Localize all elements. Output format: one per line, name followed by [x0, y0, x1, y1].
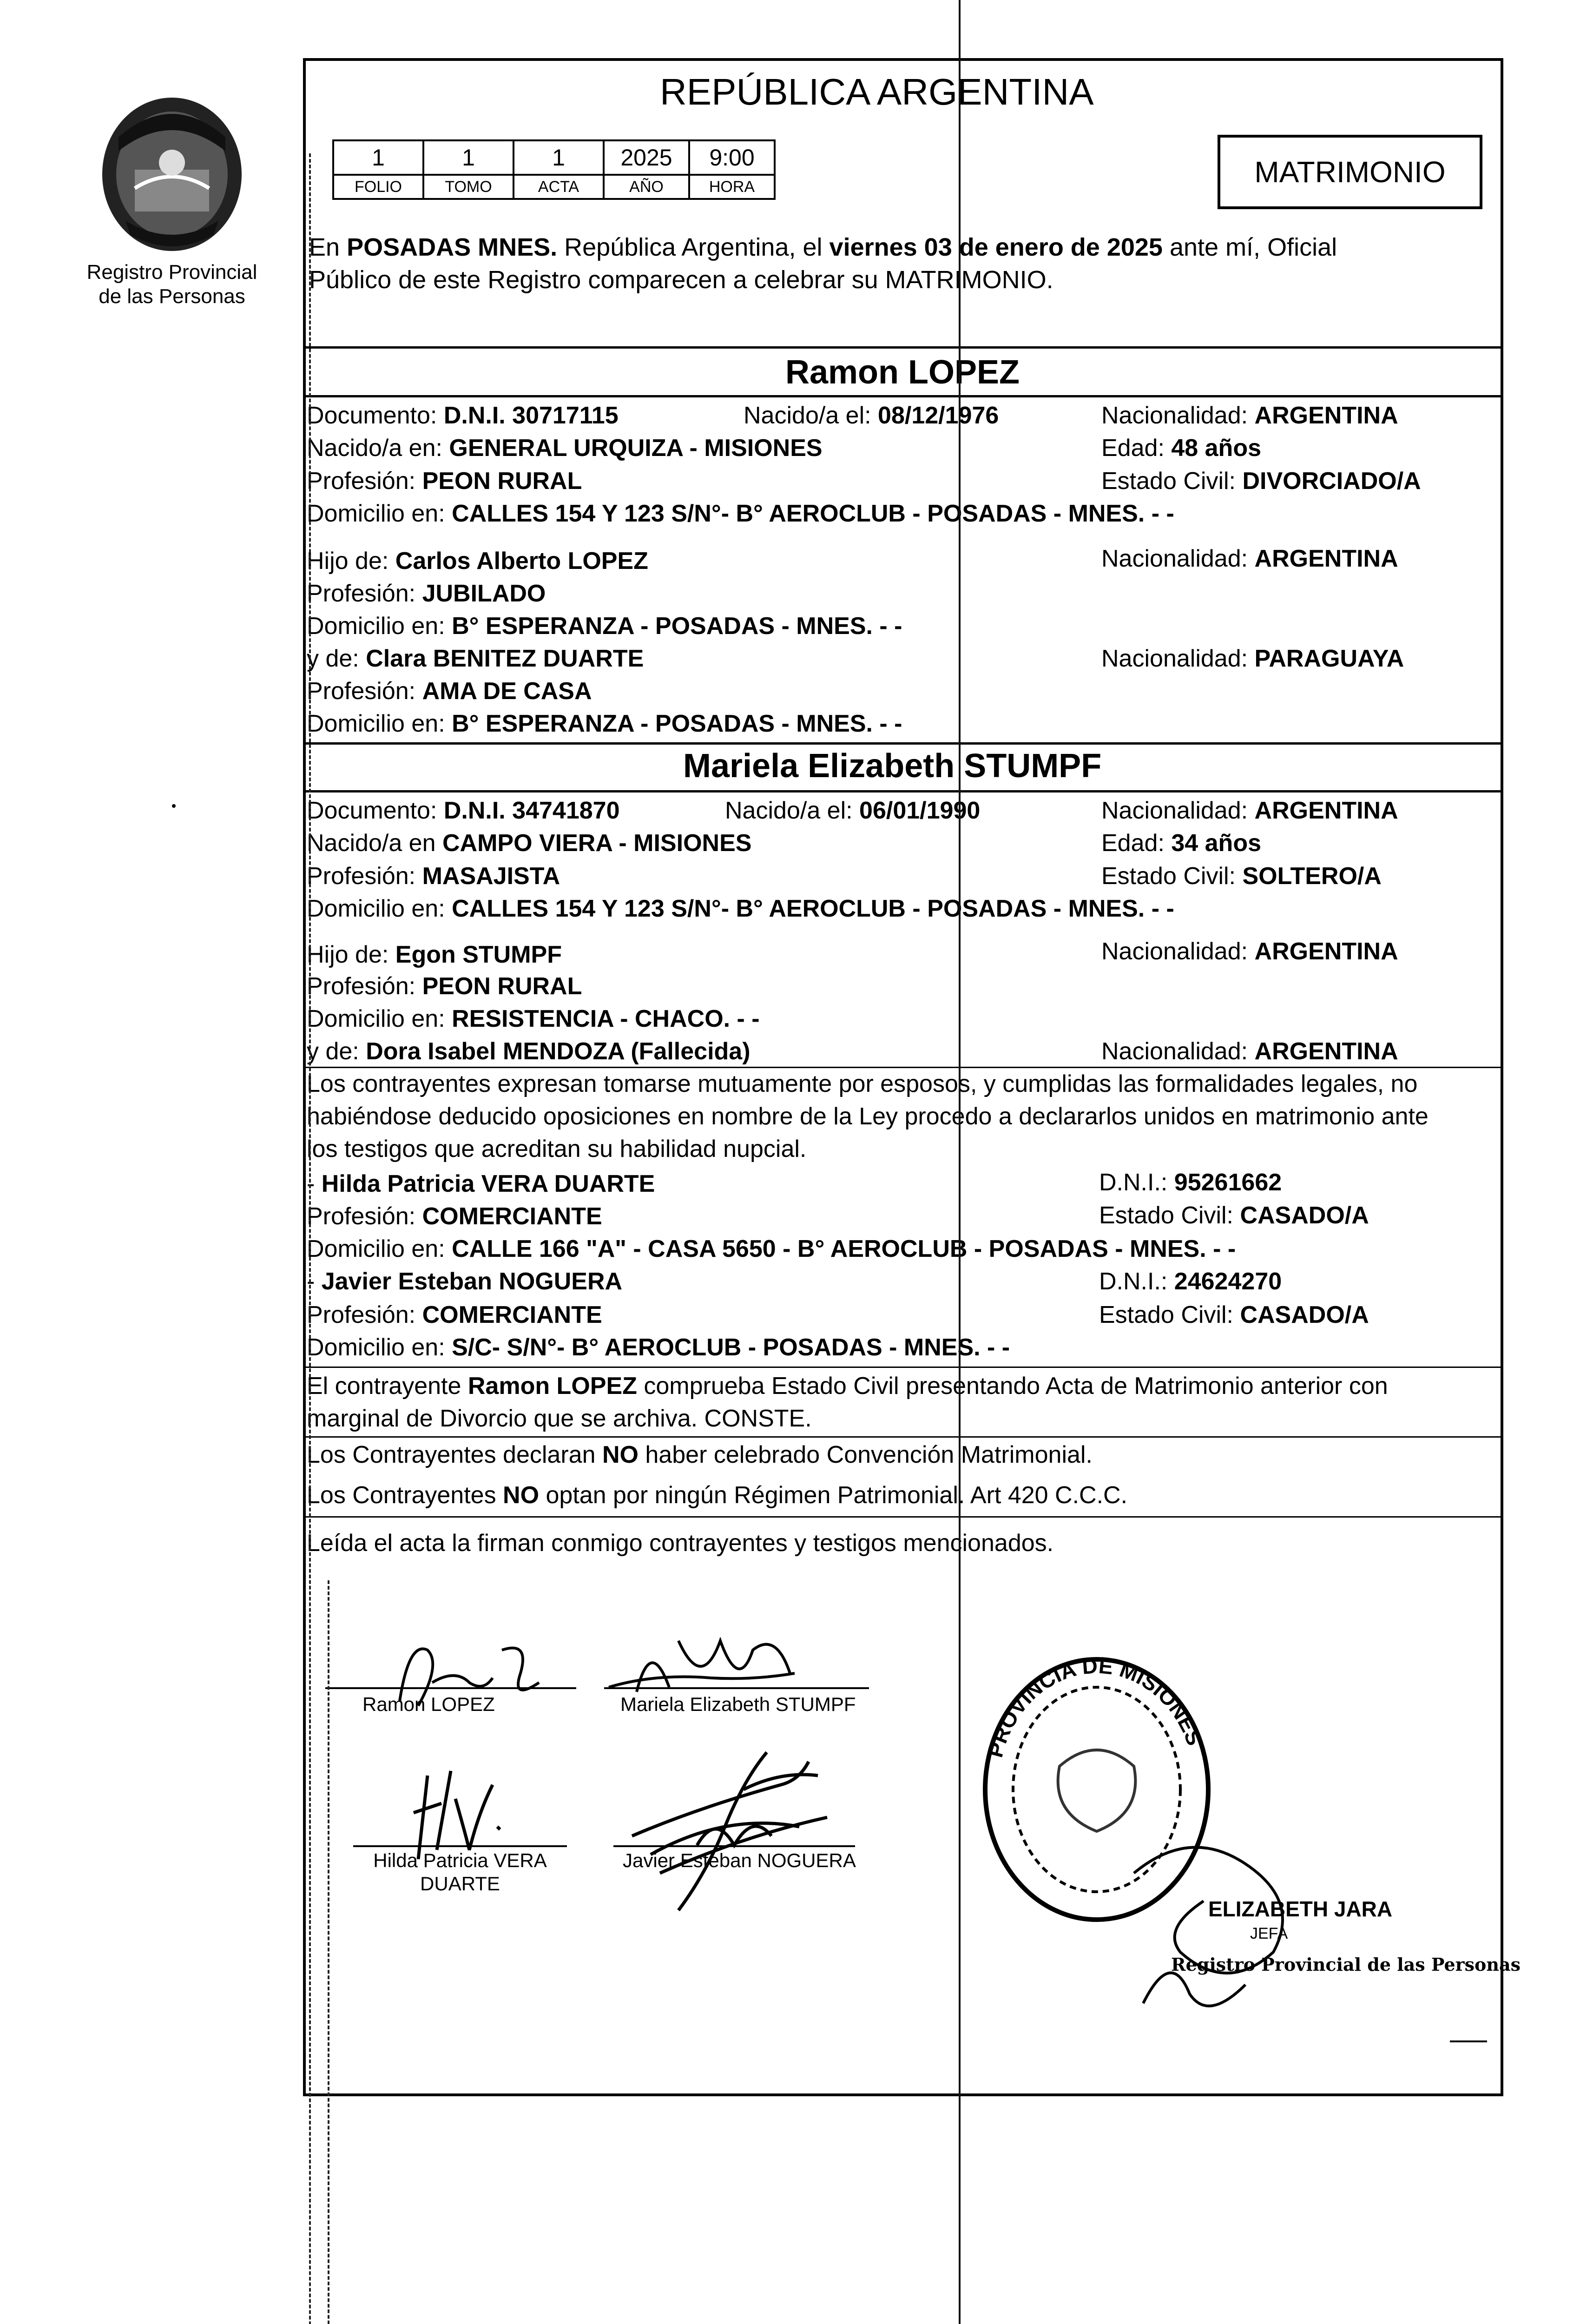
signature-line [325, 1687, 576, 1689]
stamp-officer-role: JEFA [1250, 1925, 1288, 1942]
declaration-line-1: Los contrayentes expresan tomarse mutuamente por esposos, y cumplidas las formalidades legales, no [307, 1070, 1418, 1097]
bride-age: Edad: 34 años [1101, 830, 1261, 857]
intro-line-2: Público de este Registro comparecen a celebrar su MATRIMONIO. [309, 266, 1053, 294]
signature-line [604, 1687, 869, 1689]
bride-father-nationality: Nacionalidad: ARGENTINA [1101, 938, 1398, 965]
groom-mother: y de: Clara BENITEZ DUARTE [307, 645, 644, 672]
groom-profession: Profesión: PEON RURAL [307, 468, 582, 495]
acta-label: ACTA [514, 175, 604, 199]
witness-2-address: Domicilio en: S/C- S/N°- B° AEROCLUB - POSADAS - MNES. - - [307, 1334, 1010, 1361]
fold-line [959, 0, 961, 2324]
witness-1-civil-status: Estado Civil: CASADO/A [1099, 1202, 1369, 1229]
misiones-coat-of-arms-icon [74, 81, 270, 258]
bride-name: Mariela Elizabeth STUMPF [683, 747, 1102, 785]
witness-2-profession: Profesión: COMERCIANTE [307, 1301, 602, 1328]
folio-value: 1 [333, 140, 423, 175]
groom-age: Edad: 48 años [1101, 435, 1261, 462]
closing-statement: Leída el acta la firman conmigo contrayentes y testigos mencionados. [307, 1530, 1054, 1557]
bride-address: Domicilio en: CALLES 154 Y 123 S/N°- B° AEROCLUB - POSADAS - MNES. - - [307, 895, 1174, 922]
divider [303, 1516, 1503, 1518]
bride-father-address: Domicilio en: RESISTENCIA - CHACO. - - [307, 1005, 760, 1032]
groom-mother-nationality: Nacionalidad: PARAGUAYA [1101, 645, 1404, 672]
divider [303, 395, 1503, 397]
divider [303, 346, 1503, 349]
page-title: REPÚBLICA ARGENTINA [660, 71, 1094, 112]
witness-2-civil-status: Estado Civil: CASADO/A [1099, 1301, 1369, 1328]
convention-line-1: Los Contrayentes declaran NO haber celebrado Convención Matrimonial. [307, 1441, 1093, 1468]
bride-mother-nationality: Nacionalidad: ARGENTINA [1101, 1038, 1398, 1065]
witness-1-dni: D.N.I.: 95261662 [1099, 1169, 1282, 1196]
bride-father-profession: Profesión: PEON RURAL [307, 973, 582, 1000]
witness-1-profession: Profesión: COMERCIANTE [307, 1203, 602, 1230]
groom-father-address: Domicilio en: B° ESPERANZA - POSADAS - MNES. - - [307, 613, 902, 640]
witness-1-name: - Hilda Patricia VERA DUARTE [307, 1170, 655, 1197]
divider [303, 742, 1503, 745]
stamp-officer-name: ELIZABETH JARA [1208, 1897, 1393, 1921]
margin-dash-line [309, 153, 311, 2324]
groom-civil-status: Estado Civil: DIVORCIADO/A [1101, 468, 1421, 495]
witness-2-name: - Javier Esteban NOGUERA [307, 1268, 623, 1295]
divider [303, 790, 1503, 792]
groom-father-profession: Profesión: JUBILADO [307, 580, 546, 607]
witness-1-address: Domicilio en: CALLE 166 "A" - CASA 5650 - B° AEROCLUB - POSADAS - MNES. - - [307, 1235, 1236, 1262]
groom-birthplace: Nacido/a en: GENERAL URQUIZA - MISIONES [307, 435, 823, 462]
bride-doc: Documento: D.N.I. 34741870 [307, 797, 620, 824]
signature-line [613, 1845, 855, 1847]
declaration-line-2: habiéndose deducido oposiciones en nombre de la Ley procedo a declararlos unidos en matrimonio ante [307, 1103, 1429, 1130]
bride-nationality: Nacionalidad: ARGENTINA [1101, 797, 1398, 824]
groom-father: Hijo de: Carlos Alberto LOPEZ [307, 548, 648, 574]
groom-born: Nacido/a el: 08/12/1976 [744, 402, 999, 429]
svg-text:PROVINCIA DE MISIONES [983, 1653, 1207, 1760]
stamp-ring-text: PROVINCIA DE MISIONES [982, 1653, 1207, 1760]
hour-value: 9:00 [689, 140, 775, 175]
groom-mother-profession: Profesión: AMA DE CASA [307, 678, 592, 705]
note-line-2: marginal de Divorcio que se archiva. CONSTE. [307, 1405, 812, 1432]
acta-value: 1 [514, 140, 604, 175]
bride-father: Hijo de: Egon STUMPF [307, 941, 562, 968]
divider [303, 1367, 1503, 1368]
bride-mother: y de: Dora Isabel MENDOZA (Fallecida) [307, 1038, 750, 1065]
divider [303, 1436, 1503, 1438]
bride-profession: Profesión: MASAJISTA [307, 863, 560, 890]
dash-mark [1450, 2040, 1487, 2042]
signature-name-witness-1: Hilda Patricia VERA DUARTE [373, 1849, 547, 1895]
declaration-line-3: los testigos que acreditan su habilidad nupcial. [307, 1136, 807, 1162]
folio-label: FOLIO [333, 175, 423, 199]
tomo-label: TOMO [423, 175, 514, 199]
year-value: 2025 [604, 140, 689, 175]
groom-mother-address: Domicilio en: B° ESPERANZA - POSADAS - MNES. - - [307, 710, 902, 737]
bride-birthplace: Nacido/a en CAMPO VIERA - MISIONES [307, 830, 752, 857]
groom-doc: Documento: D.N.I. 30717115 [307, 402, 619, 429]
signature-line [353, 1845, 567, 1847]
groom-address: Domicilio en: CALLES 154 Y 123 S/N°- B° AEROCLUB - POSADAS - MNES. - - [307, 500, 1174, 527]
signature-name-groom: Ramon LOPEZ [362, 1693, 495, 1715]
divider [303, 1067, 1503, 1068]
bride-born: Nacido/a el: 06/01/1990 [725, 797, 981, 824]
note-line-1: El contrayente Ramon LOPEZ comprueba Estado Civil presentando Acta de Matrimonio anterior con [307, 1373, 1388, 1400]
signature-name-witness-2: Javier Esteban NOGUERA [623, 1849, 856, 1871]
tomo-value: 1 [423, 140, 514, 175]
witness-2-dni: D.N.I.: 24624270 [1099, 1268, 1282, 1295]
groom-name: Ramon LOPEZ [785, 354, 1020, 391]
groom-nationality: Nacionalidad: ARGENTINA [1101, 402, 1398, 429]
stray-mark [172, 804, 176, 808]
groom-father-nationality: Nacionalidad: ARGENTINA [1101, 545, 1398, 572]
convention-line-2: Los Contrayentes NO optan por ningún Régimen Patrimonial. Art 420 C.C.C. [307, 1482, 1128, 1509]
hour-label: HORA [689, 175, 775, 199]
signature-name-bride: Mariela Elizabeth STUMPF [620, 1693, 856, 1715]
signature-javier-noguera [604, 1734, 864, 1929]
year-label: AÑO [604, 175, 689, 199]
seal-caption: Registro Provincial de las Personas [86, 261, 257, 308]
registry-seal [74, 81, 270, 314]
stamp-officer-org: Registro Provincial de las Personas [1171, 1954, 1521, 1975]
bride-civil-status: Estado Civil: SOLTERO/A [1101, 863, 1382, 890]
margin-dash-line [328, 1580, 329, 2324]
intro-line-1: En POSADAS MNES. República Argentina, el viernes 03 de enero de 2025 ante mí, Oficial [309, 233, 1337, 261]
document-type-label: MATRIMONIO [1254, 155, 1446, 189]
